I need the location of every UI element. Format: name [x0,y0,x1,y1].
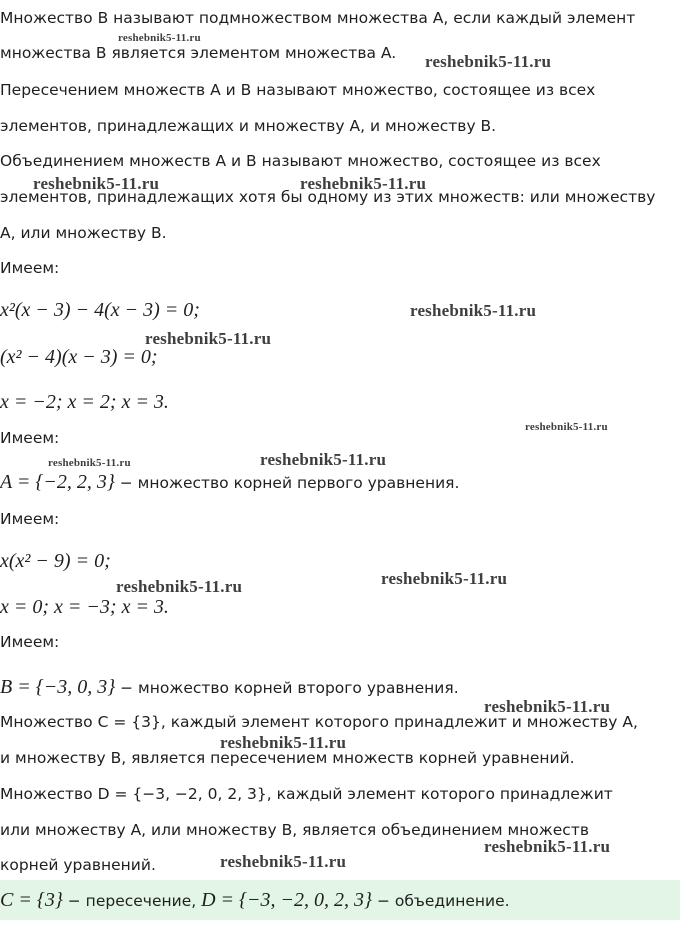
answer-box [0,880,680,920]
set-b: B = {−3, 0, 3} [0,676,116,698]
watermark: reshebnik5-11.ru [145,329,272,348]
def-union-line3: A, или множеству B. [0,224,167,242]
answer-c: C = {3} [0,889,63,911]
answer-d-text: − объединение. [372,892,510,910]
def-intersection-line2: элементов, принадлежащих и множеству A, и множеству B. [0,117,497,135]
set-a-line [0,472,459,493]
watermark: reshebnik5-11.ru [300,174,427,193]
set-b-description: − множество корней второго уравнения. [115,679,459,697]
set-d-line2: или множеству A, или множеству B, является объединением множеств [0,821,589,839]
watermark: reshebnik5-11.ru [220,733,347,752]
watermark: reshebnik5-11.ru [484,837,611,856]
answer-d: D = {−3, −2, 0, 2, 3} [201,889,373,911]
watermark: reshebnik5-11.ru [220,852,347,871]
equation-1-roots: x = −2; x = 2; x = 3. [0,391,169,413]
def-intersection-line1: Пересечением множеств A и B называют множество, состоящее из всех [0,81,596,99]
answer-line [0,890,510,911]
watermark: reshebnik5-11.ru [48,457,131,469]
set-d-line1: Множество D = {−3, −2, 0, 2, 3}, каждый элемент которого принадлежит [0,785,613,803]
watermark: reshebnik5-11.ru [410,301,537,320]
have-label: Имеем: [0,429,60,447]
watermark: reshebnik5-11.ru [425,52,552,71]
equation-1-factored: x²(x − 3) − 4(x − 3) = 0; [0,299,200,321]
equation-2-factored: x(x² − 9) = 0; [0,550,111,572]
equation-2-roots: x = 0; x = −3; x = 3. [0,596,169,618]
have-label: Имеем: [0,510,60,528]
equation-1-grouped: (x² − 4)(x − 3) = 0; [0,346,158,368]
watermark: reshebnik5-11.ru [525,421,608,433]
have-label: Имеем: [0,633,60,651]
set-d-line3: корней уравнений. [0,856,156,874]
answer-c-text: − пересечение, [62,892,202,910]
def-union-line1: Объединением множеств A и B называют множество, состоящее из всех [0,152,601,170]
def-subset-line1: Множество B называют подмножеством множества A, если каждый элемент [0,9,636,27]
def-union-line2: элементов, принадлежащих хотя бы одному из этих множеств: или множеству [0,188,656,206]
set-b-line [0,677,459,698]
watermark: reshebnik5-11.ru [33,174,160,193]
watermark: reshebnik5-11.ru [484,697,611,716]
set-a: A = {−2, 2, 3} [0,471,115,493]
def-subset-line2: множества B является элементом множества A. [0,44,397,62]
watermark: reshebnik5-11.ru [116,577,243,596]
set-c-line2: и множеству B, является пересечением множеств корней уравнений. [0,749,575,767]
set-a-description: − множество корней первого уравнения. [114,474,460,492]
set-c-line1: Множество C = {3}, каждый элемент которого принадлежит и множеству A, [0,713,638,731]
watermark: reshebnik5-11.ru [118,32,201,44]
watermark: reshebnik5-11.ru [381,569,508,588]
have-label: Имеем: [0,259,60,277]
watermark: reshebnik5-11.ru [260,450,387,469]
